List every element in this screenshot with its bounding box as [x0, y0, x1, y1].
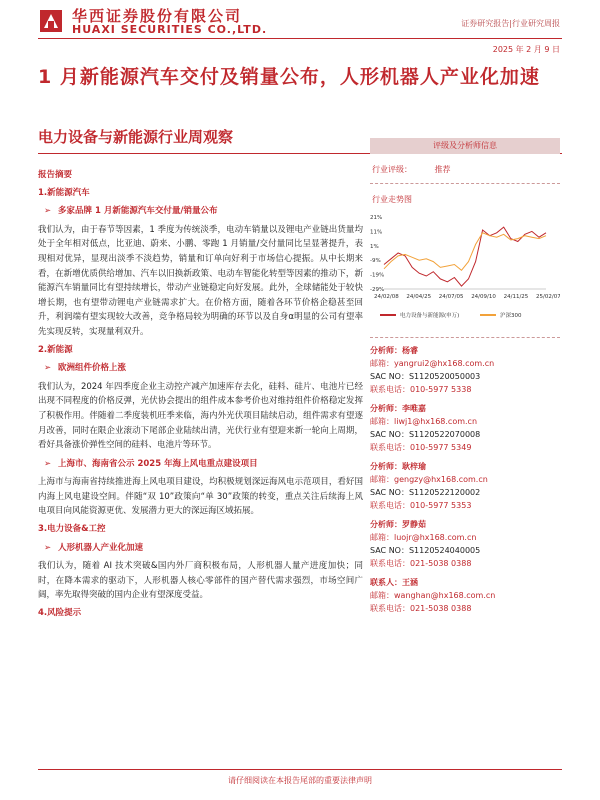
y-tick-label: 11%	[370, 229, 383, 236]
series-line	[384, 233, 546, 270]
legal-notice: 请仔细阅读在本报告尾部的重要法律声明	[228, 776, 372, 785]
rating-label: 行业评级：	[372, 165, 412, 174]
info-sidebar	[370, 138, 560, 615]
analyst-phone: 联系电话：010-5977 5338	[370, 385, 472, 394]
analyst-sac-number: SAC NO：S1120522070008	[370, 430, 481, 439]
summary-column	[38, 165, 363, 624]
x-tick-label: 25/02/07	[536, 294, 560, 300]
analyst-name: 联系人：王涵	[370, 578, 418, 587]
x-tick-label: 24/11/25	[503, 294, 529, 300]
section-heading: 3.电力设备&工控	[38, 524, 106, 535]
x-tick-label: 24/07/05	[438, 294, 464, 300]
analyst-sac-number: SAC NO：S1120520050003	[370, 372, 481, 381]
paragraph: 我们认为，由于春节等因素，1 季度为传统淡季，电动车销量以及锂电产业链出货量均处于全年相对低点，比亚迪、蔚来、小鹏、零跑 1 月销量/交付量同比呈显著提升，表现相对优异，显现出淡季不淡趋势，销量和订单向好利于市场信心提振。从中长期来看，在新增优质供给增加、汽车以旧换新政策、电动车智能化转型等因素的推动下，新能源汽车销量同比有望持续增长，带动产业链稳定向好发展。此外，全球储能处于较快增长期，也有望带动锂电产业链需求扩大。在价格方面，随着各环节价格企稳甚至回升，利润端有望实现较大改善，竞争格局较为明确的环节以及自身α明显的公司有望率先实现反转，实现量利双升。	[38, 224, 363, 337]
section-heading: 1.新能源汽车	[38, 187, 90, 198]
subsection-heading: ➢ 上海市、海南省公示 2025 年海上风电重点建设项目	[44, 457, 363, 472]
rating-value: 推荐	[434, 165, 451, 174]
arrow-icon: ➢	[44, 458, 52, 469]
industry-trend-chart	[370, 209, 560, 329]
analyst-email: 邮箱：gengzy@hx168.com.cn	[370, 475, 488, 484]
legend-label: 电力设备与新能源(申万)	[400, 313, 460, 319]
analyst-name: 分析师：耿梓瑜	[370, 462, 426, 471]
analyst-name: 分析师：李唯嘉	[370, 404, 426, 413]
analyst-card	[370, 460, 560, 512]
x-tick-label: 24/02/08	[374, 294, 399, 300]
company-logo	[38, 8, 64, 34]
report-subtitle: 电力设备与新能源行业周观察	[38, 128, 234, 146]
footer-divider	[38, 769, 562, 770]
subsection-heading: ➢ 欧洲组件价格上涨	[44, 361, 363, 376]
analyst-sac-number: SAC NO：S1120522120002	[370, 488, 481, 497]
analyst-name: 分析师：罗静茹	[370, 520, 426, 529]
arrow-icon: ➢	[44, 206, 52, 217]
x-tick-label: 24/04/25	[406, 294, 432, 300]
y-tick-label: -29%	[370, 287, 385, 293]
rating-row	[370, 164, 560, 175]
subsection-heading: ➢ 人形机器人产业化加速	[44, 541, 363, 556]
arrow-icon: ➢	[44, 363, 52, 374]
y-tick-label: 21%	[370, 215, 383, 221]
analyst-email: 邮箱：wanghan@hx168.com.cn	[370, 591, 496, 600]
summary-heading: 报告摘要	[38, 170, 73, 180]
header-divider	[38, 38, 562, 39]
analyst-phone: 联系电话：010-5977 5353	[370, 501, 472, 510]
company-name-cn: 华西证券股份有限公司	[72, 7, 243, 25]
analyst-phone: 联系电话：021-5038 0388	[370, 559, 472, 568]
analyst-phone: 联系电话：021-5038 0388	[370, 604, 472, 613]
section-heading: 2.新能源	[38, 344, 73, 355]
sidebar-panel-title: 评级及分析师信息	[370, 138, 560, 154]
company-name-en: HUAXI SECURITIES CO.,LTD.	[72, 23, 268, 36]
analyst-sac-number: SAC NO：S1120524040005	[370, 546, 481, 555]
divider	[370, 183, 560, 184]
y-tick-label: -9%	[370, 258, 381, 265]
y-tick-label: -19%	[370, 272, 385, 279]
analyst-card	[370, 344, 560, 396]
x-tick-label: 24/09/10	[471, 294, 496, 300]
subsection-heading: ➢ 多家品牌 1 月新能源汽车交付量/销量公布	[44, 204, 363, 219]
analyst-email: 邮箱：yangrui2@hx168.com.cn	[370, 359, 495, 368]
paragraph: 上海市与海南省持续推进海上风电项目建设，均积极规划深远海风电示范项目，看好国内海上风电建设空间。伴随“双 10”政策向“单 30”政策的转变，重点关注后续海上风电项目向风能资源更优、发展潜力更大的深远海区域拓展。	[38, 477, 363, 517]
trend-chart-label: 行业走势图	[372, 195, 412, 204]
analyst-name: 分析师：杨睿	[370, 346, 418, 355]
report-title: 1 月新能源汽车交付及销量公布，人形机器人产业化加速	[38, 66, 540, 88]
analyst-email: 邮箱：liwj1@hx168.com.cn	[370, 417, 478, 426]
y-tick-label: 1%	[370, 243, 379, 250]
analyst-card	[370, 518, 560, 570]
series-line	[384, 227, 546, 286]
analyst-card	[370, 402, 560, 454]
document-type: 证券研究报告|行业研究周报	[461, 19, 560, 28]
report-date: 2025 年 2 月 9 日	[492, 45, 560, 54]
divider	[370, 337, 560, 338]
legend-label: 沪深300	[500, 313, 522, 319]
arrow-icon: ➢	[44, 542, 52, 553]
analyst-email: 邮箱：luojr@hx168.com.cn	[370, 533, 477, 542]
section-heading: 4.风险提示	[38, 608, 82, 619]
analyst-list	[370, 344, 560, 615]
paragraph: 我们认为，2024 年四季度企业主动控产减产加速库存去化，硅料、硅片、电池片已经出现不同程度的价格反弹，光伏协会提出的组件成本参考价也对维持组件价格稳定发挥了积极作用。伴随着二季度装机旺季来临，海内外光伏项目陆续启动，组件需求有望逐月改善，同时在限企业滚动下尾部企业陆续出清，光伏行业有望迎来新一轮向上周期，看好具备涨价弹性空间的硅料、电池片等环节。	[38, 381, 363, 451]
paragraph: 我们认为，随着 AI 技术突破&国内外厂商积极布局，人形机器人量产进度加快；同时，在降本需求的驱动下，人形机器人核心零部件的国产替代需求强烈，市场空间广阔，率先取得突破的国内企业有望深度受益。	[38, 561, 363, 601]
analyst-phone: 联系电话：010-5977 5349	[370, 443, 472, 452]
analyst-card	[370, 576, 560, 615]
